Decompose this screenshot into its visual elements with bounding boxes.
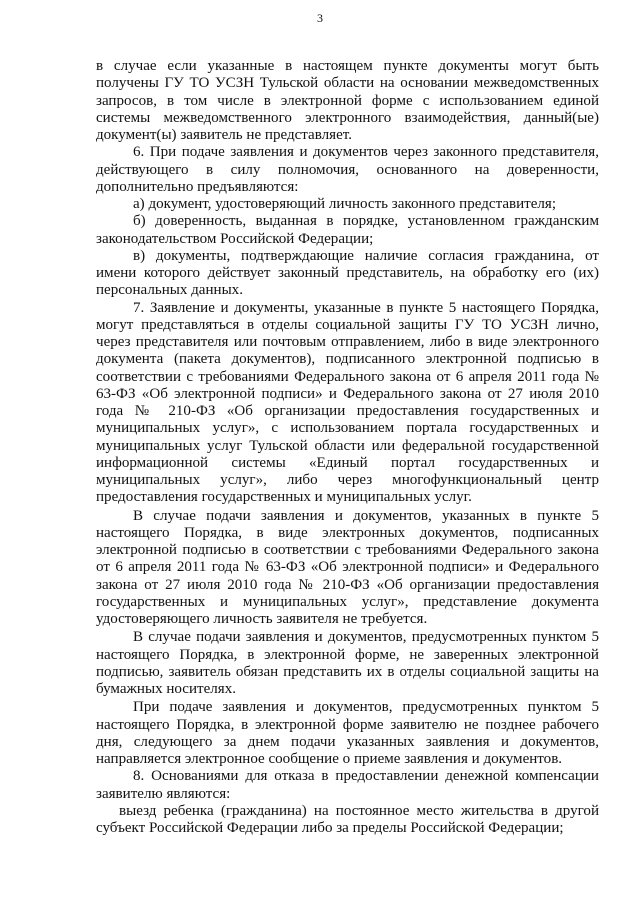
paragraph-item-8: 8. Основаниями для отказа в предоставлении денежной компенсации заявителю являются: [96,768,599,802]
paragraph-item-6: 6. При подаче заявления и документов через законного представителя, действующего в силу полномочия, основанного на доверенности, дополнительно предъявляются: [96,144,599,195]
paragraph-item-6c: в) документы, подтверждающие наличие согласия гражданина, от имени которого действует законный представитель, на обработку его (их) персональных данных. [96,247,599,299]
paragraph-electronic-notice: При подаче заявления и документов, предусмотренных пунктом 5 настоящего Порядка, в электронной форме заявителю не позднее рабочего дня, следующего за днем подачи указанных заявления и документов, направляется электронное сообщение о приеме заявления и документов. [96,699,599,767]
paragraph-refusal-reason-1: выезд ребенка (гражданина) на постоянное место жительства в другой субъект Российской Федерации либо за пределы Российской Федерации; [96,802,599,836]
paragraph-continuation: в случае если указанные в настоящем пункте документы могут быть получены ГУ ТО УСЗН Тульской области на основании межведомственных запросов, в том числе в электронной форме с использованием единой системы межведомственного электронного взаимодействия, данный(ые) документ(ы) заявитель не представляет. [96,58,599,143]
paragraph-electronic-signed: В случае подачи заявления и документов, указанных в пункте 5 настоящего Порядка, в виде электронных документов, подписанных электронной подписью в соответствии с требованиями Федерального закона от 6 апреля 2011 года № 63-ФЗ «Об электронной подписи» и Федерального закона от 27 июля 2010 года № 210-ФЗ «Об организации предоставления государственных и муниципальных услуг», представление документа удостоверяющего личность заявителя не требуется. [96,507,599,627]
paragraph-item-6a: а) документ, удостоверяющий личность законного представителя; [133,196,557,212]
document-body [96,58,599,837]
paragraph-electronic-unsigned: В случае подачи заявления и документов, предусмотренных пунктом 5 настоящего Порядка, в электронной форме, не заверенных электронной подписью, заявитель обязан представить их в отделы социальной защиты на бумажных носителях. [96,629,599,697]
paragraph-item-7: 7. Заявление и документы, указанные в пункте 5 настоящего Порядка, могут представляться в отделы социальной защиты ГУ ТО УСЗН лично, через представителя или почтовым отправлением, либо в виде электронного документа (пакета документов), подписанного электронной подписью в соответствии с требованиями Федерального закона от 6 апреля 2011 года № 63-ФЗ «Об электронной подписи» и Федерального закона от 27 июля 2010 года № 210-ФЗ «Об организации предоставления государственных и муниципальных услуг», с использованием портала государственных и муниципальных услуг Тульской области или федеральной государственной информационной системы «Единый портал государственных и муниципальных услуг», либо через многофункциональный центр предоставления государственных и муниципальных услуг. [96,299,599,506]
paragraph-item-6b: б) доверенность, выданная в порядке, установленном гражданским законодательством Российской Федерации; [96,213,599,247]
page-number: 3 [317,11,323,25]
